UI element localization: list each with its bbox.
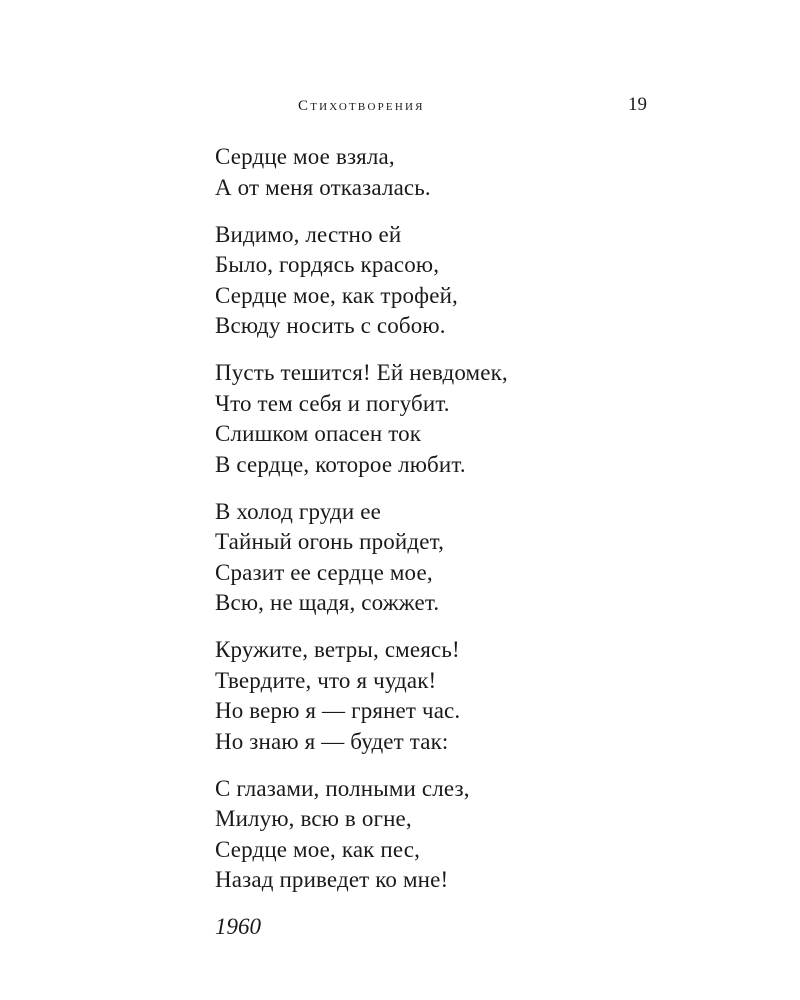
poem-line: В холод груди ее — [215, 498, 381, 524]
stanza — [215, 220, 695, 342]
poem-line: Милую, всю в огне, — [215, 806, 412, 831]
poem-line: Твердите, что я чудак! — [215, 667, 437, 693]
poem-line: Но верю я — грянет час. — [215, 698, 461, 723]
poem-line: Видимо, лестно ей — [215, 221, 402, 247]
poem-line: Всю, не щадя, сожжет. — [215, 590, 440, 615]
running-title: Стихотворения — [298, 98, 425, 114]
stanza — [215, 635, 695, 757]
poem-line: Тайный огонь пройдет, — [215, 529, 444, 554]
poem-date: 1960 — [215, 914, 261, 939]
poem-line: Всюду носить с собою. — [215, 313, 446, 338]
stanza — [215, 774, 695, 896]
poem-line: С глазами, полными слез, — [215, 775, 470, 801]
poem-line: А от меня отказалась. — [215, 174, 431, 200]
poem-line: Слишком опасен ток — [215, 421, 422, 446]
poem-line: Но знаю я — будет так: — [215, 728, 449, 754]
poem-line: Было, гордясь красою, — [215, 252, 440, 277]
stanza — [215, 358, 695, 480]
poem-line: Назад приведет ко мне! — [215, 867, 449, 892]
poem-line: Сердце мое, как трофей, — [215, 282, 458, 308]
stanza — [215, 497, 695, 619]
poem-line: Сердце мое взяла, — [215, 144, 395, 169]
poem-line: Что тем себя и погубит. — [215, 390, 450, 416]
poem-line: Сердце мое, как пес, — [215, 836, 421, 862]
poem-line: Пусть тешится! Ей невдомек, — [215, 360, 508, 385]
poem-line: Сразит ее сердце мое, — [215, 559, 433, 585]
page-number: 19 — [628, 94, 647, 115]
stanza — [215, 142, 695, 203]
poem-line: В сердце, которое любит. — [215, 451, 466, 477]
poem-line: Кружите, ветры, смеясь! — [215, 637, 460, 662]
poem-body — [215, 142, 695, 942]
